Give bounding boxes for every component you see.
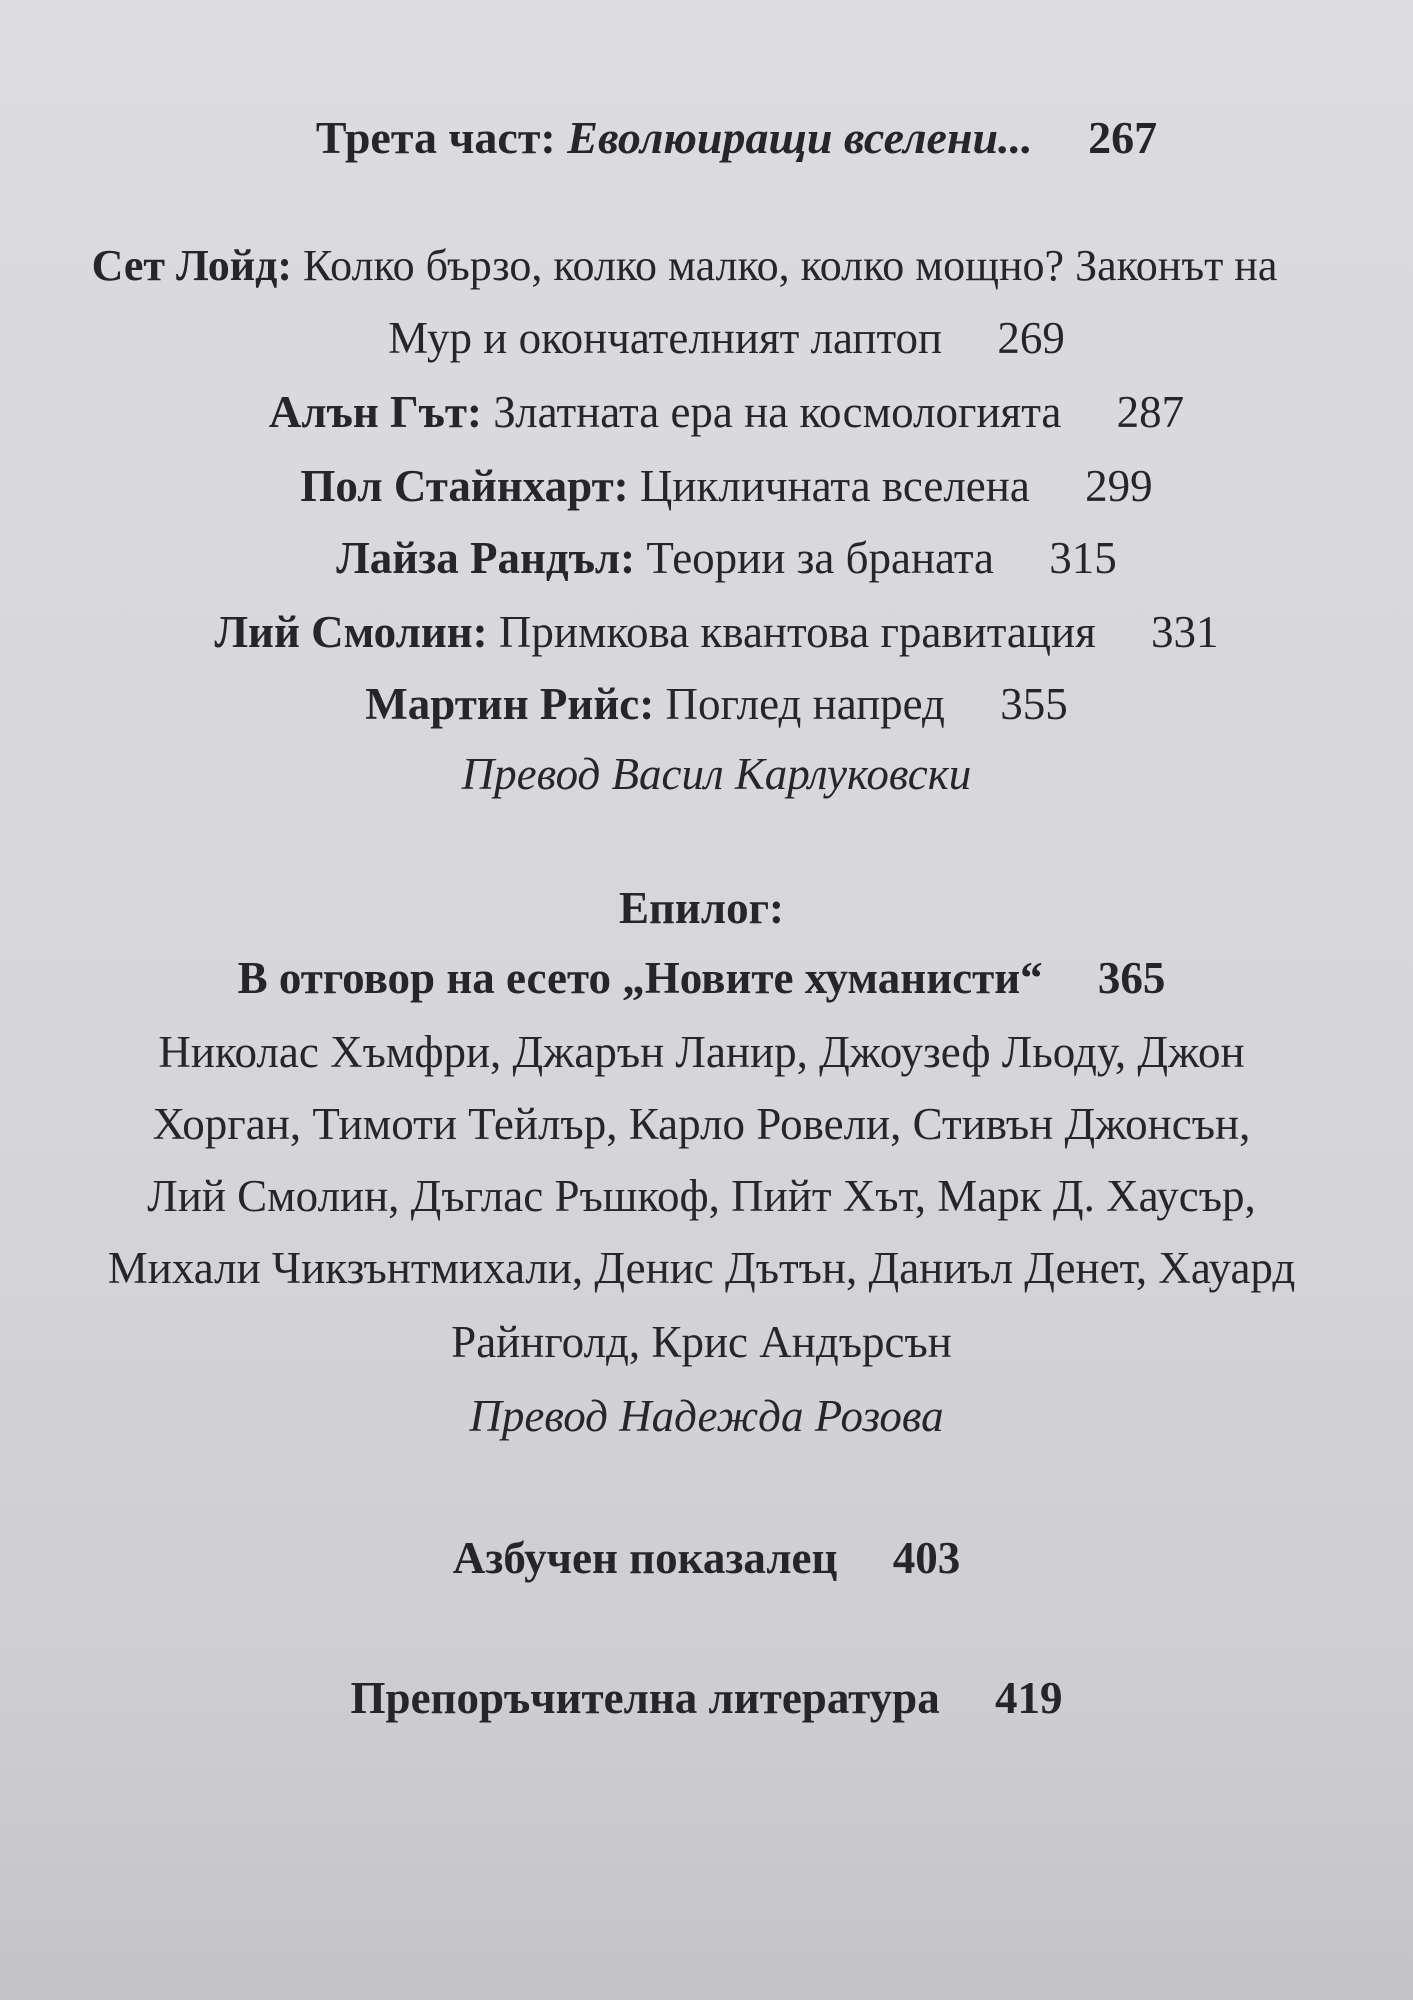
entry-author: Пол Стайнхарт: <box>300 461 629 511</box>
epilogue-authors-line: Николас Хъмфри, Джарън Ланир, Джоузеф Льоду, Джон <box>158 1027 1245 1077</box>
toc-entry-literature <box>0 1670 1413 1726</box>
toc-entry-lloyd-line2 <box>20 310 1413 366</box>
epilogue-authors-line: Лий Смолин, Дъглас Ръшкоф, Пийт Хът, Марк Д. Хаусър, <box>147 1171 1256 1221</box>
entry-title: Колко бързо, колко малко, колко мощно? Законът на <box>303 241 1278 290</box>
entry-page-number: 331 <box>1151 607 1219 657</box>
entry-page-number: 355 <box>1000 679 1068 729</box>
epilogue-heading: Епилог: <box>618 883 785 933</box>
entry-title: Златната ера на космологията <box>493 387 1062 437</box>
entry-author: Мартин Рийс: <box>365 679 655 729</box>
entry-title: Препоръчителна литература <box>350 1673 940 1723</box>
epilogue-authors-line: Михали Чикзънтмихали, Денис Дътън, Даниъл Денет, Хауард <box>107 1243 1296 1293</box>
entry-author: Лий Смолин: <box>214 607 488 657</box>
translator-credit: Превод Васил Карлуковски <box>461 749 972 799</box>
part-label: Трета част: <box>315 112 556 163</box>
entry-title: Мур и окончателният лаптоп <box>388 313 943 363</box>
entry-title: Поглед напред <box>665 679 945 729</box>
entry-page-number: 269 <box>997 313 1065 363</box>
entry-page-number: 403 <box>892 1533 961 1583</box>
entry-title: Примкова квантова гравитация <box>498 607 1096 657</box>
toc-entry-guth <box>20 384 1413 440</box>
toc-entry-steinhardt <box>20 458 1413 514</box>
entry-page-number: 299 <box>1085 461 1153 511</box>
toc-entry-rees <box>10 676 1413 732</box>
part-title: Еволюиращи вселени... <box>567 112 1033 163</box>
entry-title: Теории за браната <box>646 533 995 583</box>
epilogue-authors-line: Хорган, Тимоти Тейлър, Карло Ровели, Стивън Джонсън, <box>152 1099 1251 1149</box>
entry-title: В отговор на есето „Новите хуманисти“ <box>237 953 1043 1003</box>
entry-title: Азбучен показалец <box>452 1533 838 1583</box>
toc-entry-smolin <box>10 604 1413 660</box>
entry-author: Алън Гът: <box>268 387 482 437</box>
entry-page-number: 419 <box>994 1673 1063 1723</box>
part-page-number: 267 <box>1088 112 1158 163</box>
toc-entry-lloyd-line1 <box>0 238 1391 294</box>
entry-author: Сет Лойд: <box>91 241 292 290</box>
entry-page-number: 287 <box>1116 387 1185 437</box>
entry-page-number: 365 <box>1097 953 1166 1003</box>
part-heading <box>30 110 1413 166</box>
toc-entry-randall <box>20 530 1413 586</box>
entry-author: Лайза Рандъл: <box>336 533 636 583</box>
entry-page-number: 315 <box>1049 533 1117 583</box>
entry-title: Цикличната вселена <box>639 461 1030 511</box>
epilogue-authors-line: Райнголд, Крис Андърсън <box>451 1317 952 1367</box>
toc-entry-epilogue <box>0 950 1408 1006</box>
translator-credit: Превод Надежда Розова <box>469 1391 944 1441</box>
toc-entry-index <box>0 1530 1413 1586</box>
